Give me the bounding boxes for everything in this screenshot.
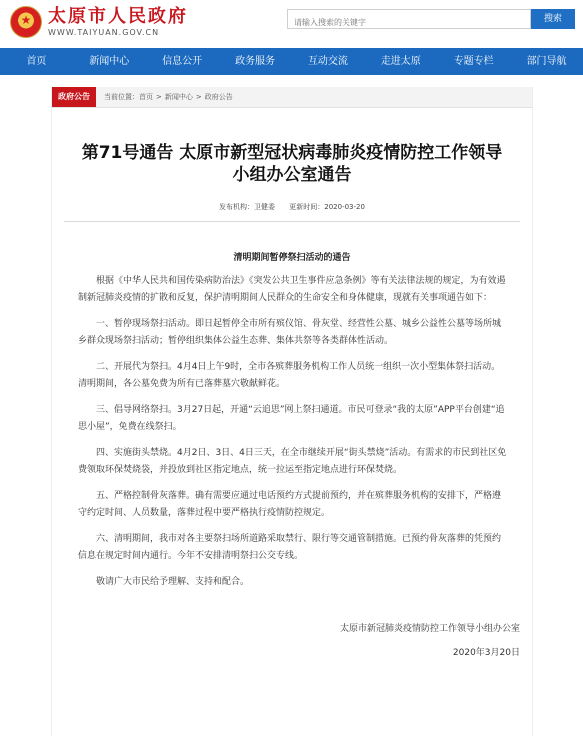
paragraph: 六、清明期间，我市对各主要祭扫场所道路采取禁行、限行等交通管制措施。已预约骨灰落葬的凭预约信息在规定时间内通行。今年不安排清明祭扫公交专线。 [78, 534, 502, 561]
updated-label: 更新时间： [289, 203, 325, 211]
section-tag: 政府公告 [52, 87, 96, 107]
logo-text [48, 7, 188, 37]
article-meta [52, 202, 532, 212]
paragraph: 四、实施街头禁烧。4月2日、3日、4日三天，在全市继续开展“街头禁烧”活动。有需求的市民到社区免费领取环保焚烧袋，并投放到社区指定地点，统一拉运至指定地点进行环保焚烧。 [78, 448, 507, 475]
nav-item-home[interactable]: 首页 [26, 56, 47, 67]
logo-url: WWW.TAIYUAN.GOV.CN [48, 28, 160, 37]
breadcrumb-separator: > [156, 93, 162, 101]
publisher-label: 发布机构： [219, 203, 255, 211]
nav-item-disclosure[interactable]: 信息公开 [162, 56, 203, 67]
publisher-value: 卫健委 [254, 203, 276, 211]
updated-info [289, 203, 365, 211]
paragraph: 根据《中华人民共和国传染病防治法》《突发公共卫生事件应急条例》等有关法律法规的规定，为有效遏制新冠肺炎疫情的扩散和反复，保护清明期间人民群众的生命安全和身体健康，现就有关事项通告如下： [78, 276, 506, 303]
breadcrumb-item-announcements[interactable]: 政府公告 [204, 93, 233, 101]
article-title: 第71号通告 太原市新型冠状病毒肺炎疫情防控工作领导小组办公室通告 [81, 143, 503, 185]
signature-date: 2020年3月20日 [452, 648, 520, 658]
breadcrumb-prefix: 当前位置： [104, 93, 139, 101]
paragraph: 一、暂停现场祭扫活动。即日起暂停全市所有殡仪馆、骨灰堂、经营性公墓、城乡公益性公墓等场所城乡群众现场祭扫活动；暂停组织集体公益生态葬、集体共祭等各类群体性活动。 [78, 319, 502, 346]
site-logo[interactable] [10, 6, 188, 38]
nav-item-interaction[interactable]: 互动交流 [307, 56, 348, 67]
main-nav [0, 48, 583, 75]
search-input[interactable] [288, 14, 530, 32]
article-body [78, 273, 508, 591]
article-panel [51, 87, 533, 736]
signature-org: 太原市新冠肺炎疫情防控工作领导小组办公室 [339, 624, 520, 634]
search-button[interactable]: 搜索 [531, 9, 575, 29]
breadcrumb-item-news[interactable]: 新闻中心 [164, 93, 193, 101]
breadcrumb [52, 87, 532, 108]
breadcrumb-item-home[interactable]: 首页 [139, 93, 153, 101]
article-subtitle: 清明期间暂停祭扫活动的通告 [233, 253, 351, 263]
nav-item-news[interactable]: 新闻中心 [89, 56, 130, 67]
paragraph: 敬请广大市民给予理解、支持和配合。 [96, 577, 250, 587]
paragraph: 三、倡导网络祭扫。3月27日起，开通“云追思”网上祭扫通道。市民可登录“我的太原”APP平台创建“追思小屋”，免费在线祭扫。 [78, 405, 505, 432]
nav-item-services[interactable]: 政务服务 [235, 56, 276, 67]
national-emblem-icon [10, 6, 42, 38]
paragraph: 二、开展代为祭扫。4月4日上午9时，全市各殡葬服务机构工作人员统一组织一次小型集体祭扫活动。清明期间，各公墓免费为所有已落葬墓穴敬献鲜花。 [78, 362, 501, 389]
breadcrumb-separator: > [195, 93, 202, 101]
paragraph: 五、严格控制骨灰落葬。确有需要应通过电话预约方式提前预约，并在殡葬服务机构的安排下，严格遵守约定时间、人员数量，落葬过程中要严格执行疫情防控规定。 [78, 491, 502, 518]
nav-item-topics[interactable]: 专题专栏 [453, 56, 494, 67]
updated-value: 2020-03-20 [324, 203, 365, 211]
logo-title: 太原市人民政府 [48, 6, 188, 27]
site-header [0, 0, 583, 48]
publisher-info [219, 203, 275, 211]
nav-item-departments[interactable]: 部门导航 [526, 56, 567, 67]
divider [64, 221, 520, 222]
search-box[interactable] [287, 9, 531, 29]
nav-item-about-taiyuan[interactable]: 走进太原 [380, 56, 421, 67]
